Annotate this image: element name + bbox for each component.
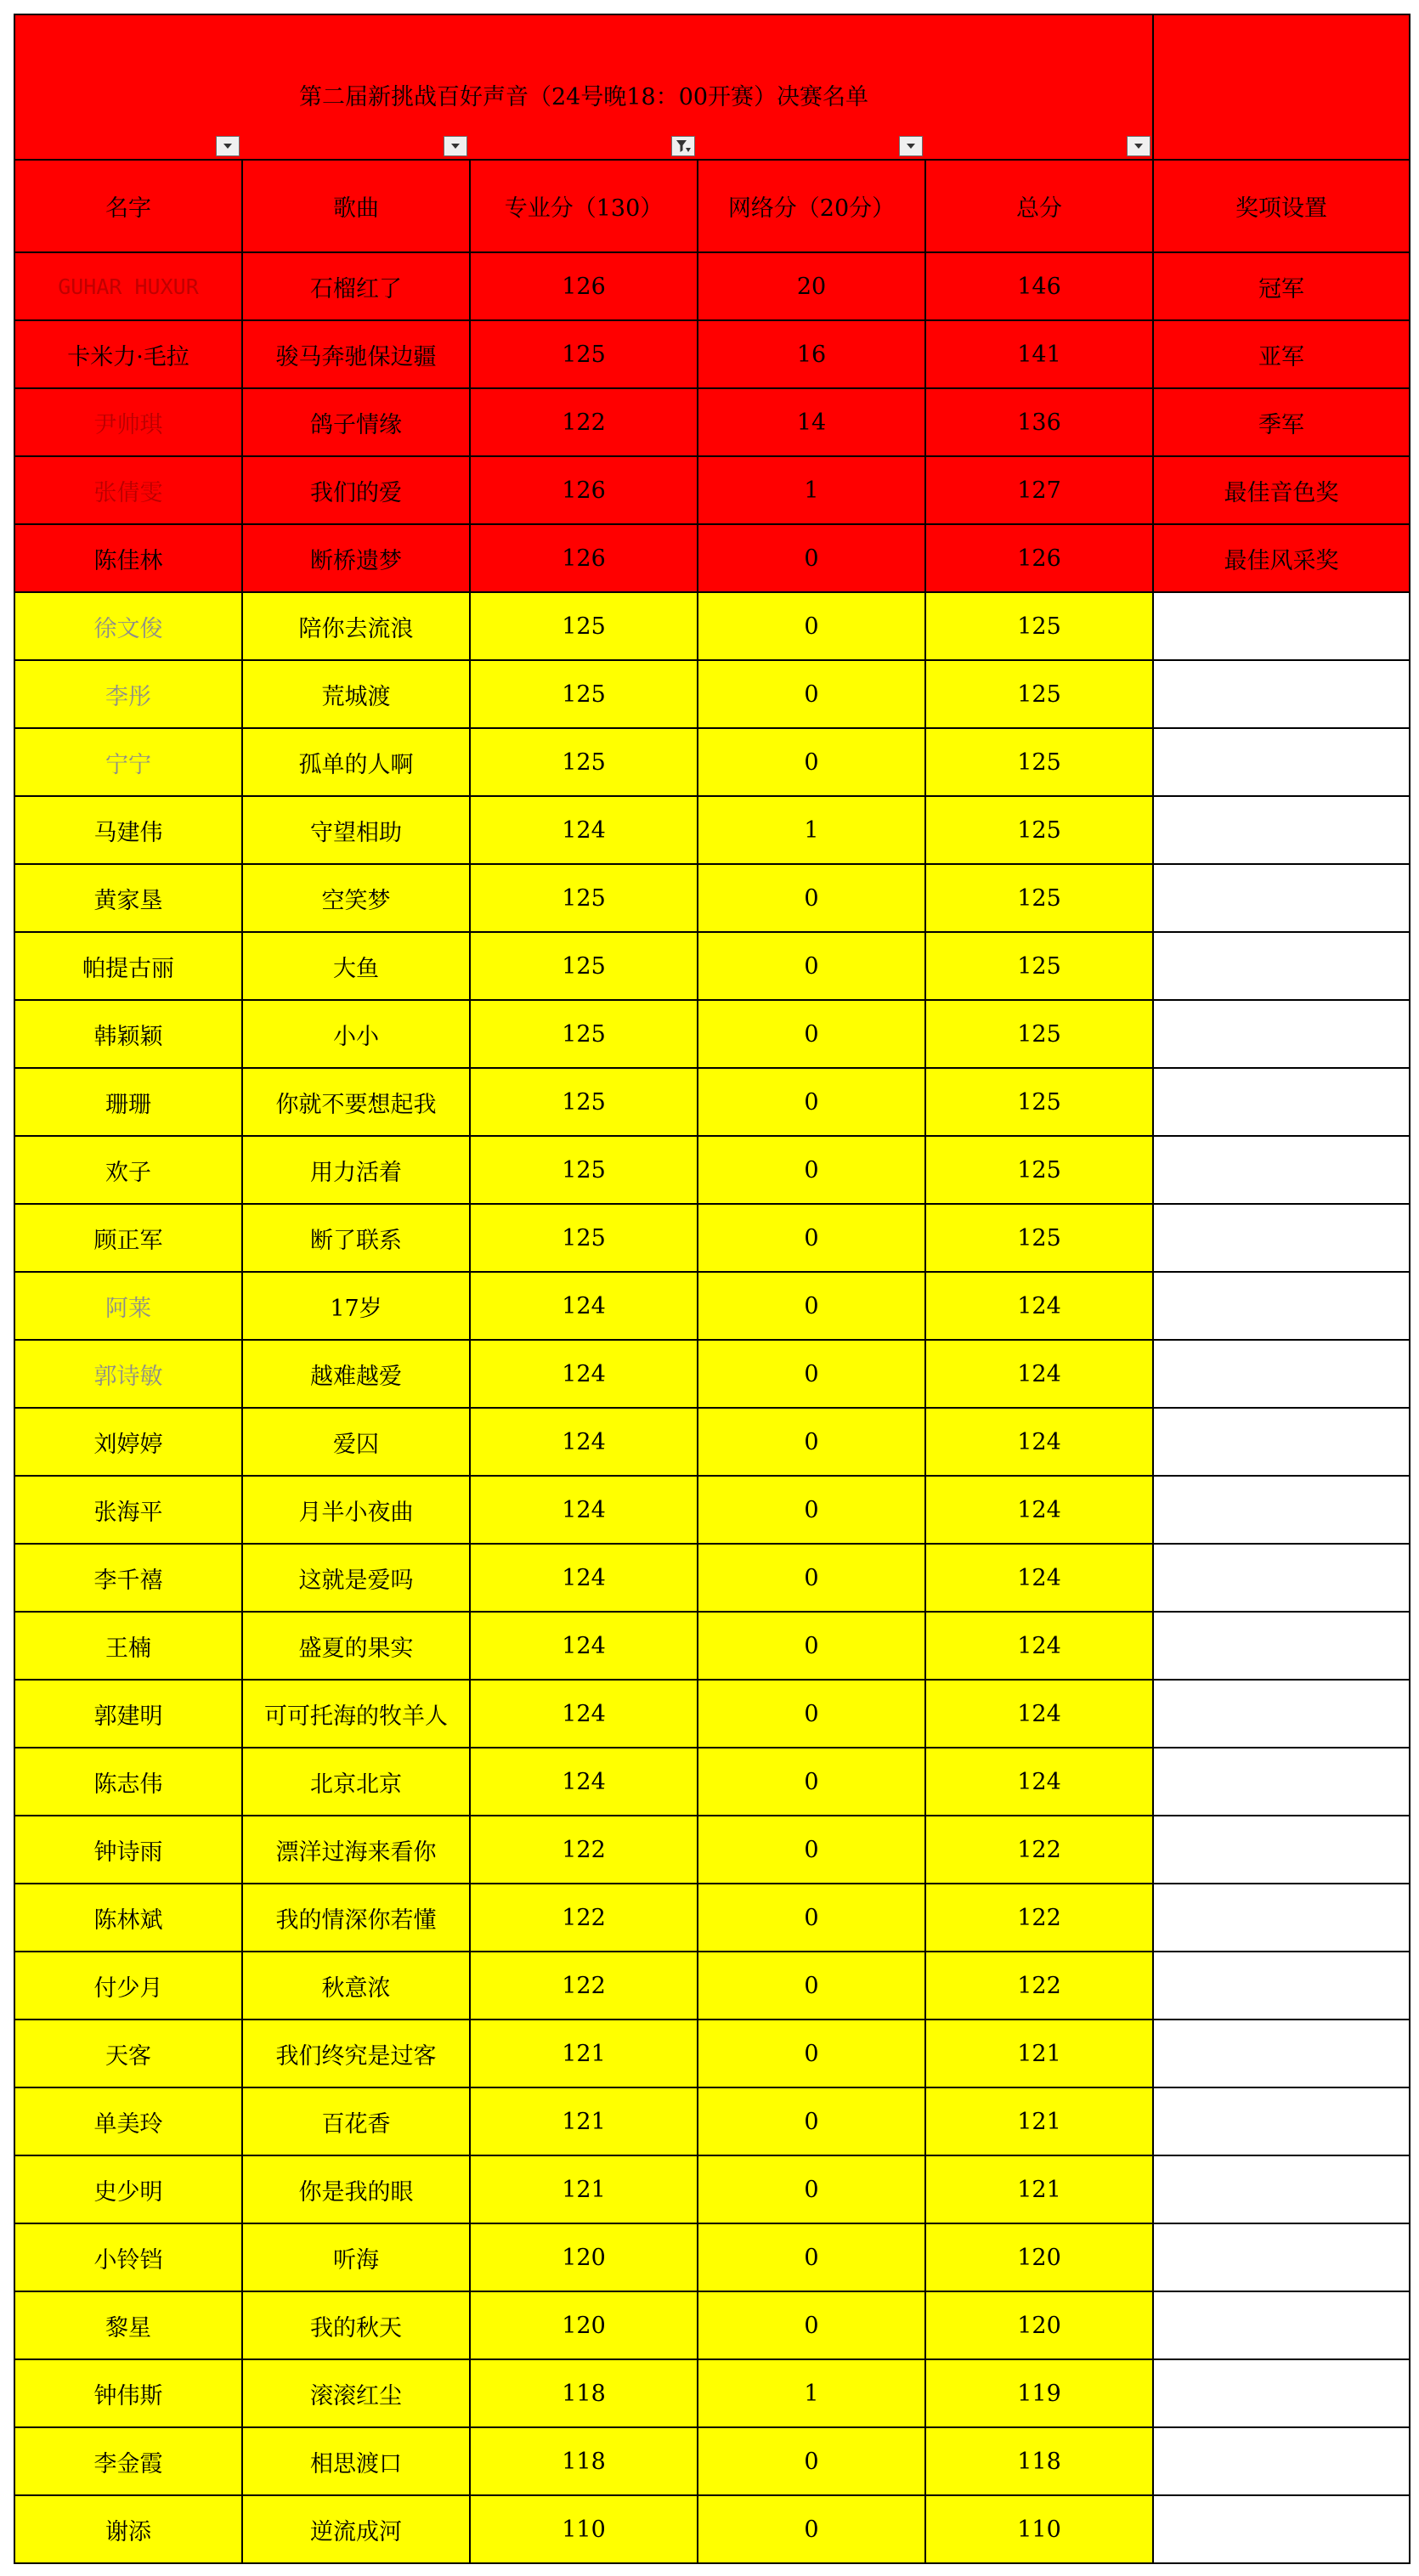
cell-total[interactable]: 146: [925, 252, 1153, 320]
cell-song[interactable]: 我的情深你若懂: [242, 1884, 470, 1952]
dropdown-arrow-icon: [1133, 142, 1145, 150]
cell-song[interactable]: 断桥遗梦: [242, 524, 470, 592]
table-row: [14, 1680, 1410, 1748]
cell-song[interactable]: 荒城渡: [242, 660, 470, 728]
cell-total[interactable]: 136: [925, 388, 1153, 456]
cell-pro-score[interactable]: 125: [470, 1000, 698, 1068]
cell-total[interactable]: 124: [925, 1272, 1153, 1340]
cell-total[interactable]: 124: [925, 1680, 1153, 1748]
table-row: [14, 1136, 1410, 1204]
header-total[interactable]: 总分: [925, 160, 1153, 252]
cell-pro-score[interactable]: 126: [470, 524, 698, 592]
table-row: [14, 1612, 1410, 1680]
cell-song[interactable]: 逆流成河: [242, 2495, 470, 2563]
cell-pro-score[interactable]: 125: [470, 320, 698, 388]
table-row: [14, 2087, 1410, 2155]
cell-net-score[interactable]: 0: [698, 1068, 925, 1136]
cell-net-score[interactable]: 0: [698, 864, 925, 932]
cell-name[interactable]: 张倩雯: [14, 456, 242, 524]
table-row: [14, 660, 1410, 728]
cell-net-score[interactable]: 0: [698, 2087, 925, 2155]
cell-name[interactable]: 钟伟斯: [14, 2359, 242, 2427]
table-row: [14, 1204, 1410, 1272]
cell-net-score[interactable]: 0: [698, 1816, 925, 1884]
cell-name[interactable]: 张海平: [14, 1476, 242, 1544]
cell-award[interactable]: [1153, 1272, 1410, 1340]
cell-name[interactable]: 李彤: [14, 660, 242, 728]
cell-name[interactable]: 黎星: [14, 2291, 242, 2359]
cell-net-score[interactable]: 1: [698, 796, 925, 864]
header-row: [14, 160, 1410, 252]
cell-pro-score[interactable]: 110: [470, 2495, 698, 2563]
cell-name[interactable]: 陈佳林: [14, 524, 242, 592]
cell-total[interactable]: 119: [925, 2359, 1153, 2427]
cell-pro-score[interactable]: 124: [470, 1340, 698, 1408]
cell-song[interactable]: 守望相助: [242, 796, 470, 864]
cell-net-score[interactable]: 0: [698, 1408, 925, 1476]
cell-total[interactable]: 127: [925, 456, 1153, 524]
cell-pro-score[interactable]: 125: [470, 1136, 698, 1204]
table-row: [14, 1952, 1410, 2020]
cell-award[interactable]: [1153, 660, 1410, 728]
table-row: [14, 1408, 1410, 1476]
cell-name[interactable]: 珊珊: [14, 1068, 242, 1136]
cell-net-score[interactable]: 0: [698, 1884, 925, 1952]
cell-song[interactable]: 越难越爱: [242, 1340, 470, 1408]
cell-net-score[interactable]: 0: [698, 2291, 925, 2359]
cell-song[interactable]: 空笑梦: [242, 864, 470, 932]
cell-net-score[interactable]: 0: [698, 1476, 925, 1544]
cell-net-score[interactable]: 16: [698, 320, 925, 388]
cell-name[interactable]: 韩颖颖: [14, 1000, 242, 1068]
cell-award[interactable]: [1153, 2427, 1410, 2495]
cell-award[interactable]: 最佳音色奖: [1153, 456, 1410, 524]
cell-song[interactable]: 孤单的人啊: [242, 728, 470, 796]
table-row: [14, 320, 1410, 388]
cell-pro-score[interactable]: 122: [470, 1952, 698, 2020]
cell-name[interactable]: 钟诗雨: [14, 1816, 242, 1884]
cell-name[interactable]: 王楠: [14, 1612, 242, 1680]
cell-name[interactable]: 陈林斌: [14, 1884, 242, 1952]
cell-song[interactable]: 骏马奔驰保边疆: [242, 320, 470, 388]
cell-pro-score[interactable]: 125: [470, 932, 698, 1000]
cell-award[interactable]: 亚军: [1153, 320, 1410, 388]
cell-name[interactable]: 单美玲: [14, 2087, 242, 2155]
cell-pro-score[interactable]: 125: [470, 864, 698, 932]
cell-award[interactable]: [1153, 2020, 1410, 2087]
cell-pro-score[interactable]: 126: [470, 252, 698, 320]
cell-name[interactable]: 顾正军: [14, 1204, 242, 1272]
cell-net-score[interactable]: 0: [698, 1340, 925, 1408]
cell-pro-score[interactable]: 122: [470, 1816, 698, 1884]
cell-total[interactable]: 125: [925, 660, 1153, 728]
cell-song[interactable]: 可可托海的牧羊人: [242, 1680, 470, 1748]
filter-button-net-score[interactable]: [899, 136, 923, 156]
cell-net-score[interactable]: 0: [698, 1680, 925, 1748]
cell-award[interactable]: [1153, 1680, 1410, 1748]
cell-name[interactable]: 郭诗敏: [14, 1340, 242, 1408]
cell-song[interactable]: 滚滚红尘: [242, 2359, 470, 2427]
cell-net-score[interactable]: 0: [698, 2020, 925, 2087]
cell-name[interactable]: 卡米力·毛拉: [14, 320, 242, 388]
cell-award[interactable]: [1153, 1408, 1410, 1476]
filter-button-pro-score[interactable]: [671, 136, 695, 156]
cell-pro-score[interactable]: 124: [470, 1544, 698, 1612]
table-row: [14, 1340, 1410, 1408]
cell-pro-score[interactable]: 120: [470, 2291, 698, 2359]
cell-total[interactable]: 125: [925, 592, 1153, 660]
cell-pro-score[interactable]: 121: [470, 2020, 698, 2087]
cell-total[interactable]: 121: [925, 2020, 1153, 2087]
cell-song[interactable]: 盛夏的果实: [242, 1612, 470, 1680]
header-song[interactable]: 歌曲: [242, 160, 470, 252]
table-row: [14, 1884, 1410, 1952]
table-row: [14, 1544, 1410, 1612]
cell-net-score[interactable]: 0: [698, 1000, 925, 1068]
cell-total[interactable]: 125: [925, 1204, 1153, 1272]
cell-song[interactable]: 小小: [242, 1000, 470, 1068]
cell-net-score[interactable]: 0: [698, 1136, 925, 1204]
cell-song[interactable]: 月半小夜曲: [242, 1476, 470, 1544]
cell-net-score[interactable]: 1: [698, 2359, 925, 2427]
cell-net-score[interactable]: 14: [698, 388, 925, 456]
cell-total[interactable]: 125: [925, 1000, 1153, 1068]
cell-total[interactable]: 110: [925, 2495, 1153, 2563]
cell-name[interactable]: 谢添: [14, 2495, 242, 2563]
table-row: [14, 592, 1410, 660]
table-row: [14, 2359, 1410, 2427]
cell-pro-score[interactable]: 121: [470, 2087, 698, 2155]
table-row: [14, 1748, 1410, 1816]
cell-total[interactable]: 122: [925, 1816, 1153, 1884]
cell-award[interactable]: [1153, 1884, 1410, 1952]
cell-award[interactable]: [1153, 932, 1410, 1000]
cell-pro-score[interactable]: 122: [470, 388, 698, 456]
table-row: [14, 1476, 1410, 1544]
cell-song[interactable]: 北京北京: [242, 1748, 470, 1816]
cell-award[interactable]: [1153, 864, 1410, 932]
table-row: [14, 2223, 1410, 2291]
cell-song[interactable]: 百花香: [242, 2087, 470, 2155]
cell-award[interactable]: [1153, 2223, 1410, 2291]
cell-net-score[interactable]: 0: [698, 2427, 925, 2495]
header-net-score[interactable]: 网络分（20分）: [698, 160, 925, 252]
cell-song[interactable]: 秋意浓: [242, 1952, 470, 2020]
cell-name[interactable]: 刘婷婷: [14, 1408, 242, 1476]
cell-award[interactable]: [1153, 1136, 1410, 1204]
cell-total[interactable]: 121: [925, 2087, 1153, 2155]
cell-pro-score[interactable]: 122: [470, 1884, 698, 1952]
cell-pro-score[interactable]: 124: [470, 1408, 698, 1476]
cell-total[interactable]: 124: [925, 1612, 1153, 1680]
cell-name[interactable]: 陈志伟: [14, 1748, 242, 1816]
cell-name[interactable]: 李金霞: [14, 2427, 242, 2495]
cell-total[interactable]: 122: [925, 1952, 1153, 2020]
cell-song[interactable]: 我们的爱: [242, 456, 470, 524]
table-row: [14, 1000, 1410, 1068]
cell-song[interactable]: 石榴红了: [242, 252, 470, 320]
cell-name[interactable]: 天客: [14, 2020, 242, 2087]
filter-button-total[interactable]: [1127, 136, 1150, 156]
table-row: [14, 2495, 1410, 2563]
cell-song[interactable]: 我们终究是过客: [242, 2020, 470, 2087]
cell-net-score[interactable]: 1: [698, 456, 925, 524]
table-row: [14, 456, 1410, 524]
table-row: [14, 796, 1410, 864]
cell-net-score[interactable]: 0: [698, 592, 925, 660]
cell-name[interactable]: GUHAR HUXUR: [14, 252, 242, 320]
cell-name[interactable]: 黄家垦: [14, 864, 242, 932]
cell-name[interactable]: 小铃铛: [14, 2223, 242, 2291]
cell-total[interactable]: 124: [925, 1748, 1153, 1816]
cell-net-score[interactable]: 0: [698, 1612, 925, 1680]
cell-award[interactable]: [1153, 1748, 1410, 1816]
cell-award[interactable]: [1153, 2359, 1410, 2427]
cell-net-score[interactable]: 0: [698, 2223, 925, 2291]
cell-net-score[interactable]: 0: [698, 932, 925, 1000]
cell-total[interactable]: 141: [925, 320, 1153, 388]
cell-name[interactable]: 李千禧: [14, 1544, 242, 1612]
cell-total[interactable]: 120: [925, 2223, 1153, 2291]
table-row: [14, 2291, 1410, 2359]
cell-award[interactable]: [1153, 1068, 1410, 1136]
cell-song[interactable]: 断了联系: [242, 1204, 470, 1272]
title-cell: [14, 14, 1153, 160]
header-name[interactable]: 名字: [14, 160, 242, 252]
cell-name[interactable]: 欢子: [14, 1136, 242, 1204]
cell-pro-score[interactable]: 125: [470, 660, 698, 728]
table-row: [14, 252, 1410, 320]
cell-pro-score[interactable]: 124: [470, 1612, 698, 1680]
cell-song[interactable]: 你就不要想起我: [242, 1068, 470, 1136]
cell-pro-score[interactable]: 125: [470, 728, 698, 796]
table-row: [14, 1068, 1410, 1136]
cell-net-score[interactable]: 0: [698, 2155, 925, 2223]
sheet-title: 第二届新挑战百好声音（24号晚18：00开赛）决赛名单: [298, 84, 869, 110]
cell-pro-score[interactable]: 124: [470, 1748, 698, 1816]
cell-total[interactable]: 118: [925, 2427, 1153, 2495]
cell-total[interactable]: 125: [925, 796, 1153, 864]
cell-net-score[interactable]: 0: [698, 1952, 925, 2020]
table-row: [14, 728, 1410, 796]
cell-award[interactable]: [1153, 2495, 1410, 2563]
cell-name[interactable]: 付少月: [14, 1952, 242, 2020]
cell-name[interactable]: 史少明: [14, 2155, 242, 2223]
cell-total[interactable]: 125: [925, 728, 1153, 796]
cell-net-score[interactable]: 20: [698, 252, 925, 320]
cell-net-score[interactable]: 0: [698, 1748, 925, 1816]
cell-total[interactable]: 125: [925, 1136, 1153, 1204]
cell-net-score[interactable]: 0: [698, 1204, 925, 1272]
cell-award[interactable]: [1153, 1340, 1410, 1408]
cell-award[interactable]: [1153, 2291, 1410, 2359]
cell-total[interactable]: 124: [925, 1340, 1153, 1408]
cell-award[interactable]: [1153, 1000, 1410, 1068]
cell-name[interactable]: 宁宁: [14, 728, 242, 796]
cell-award[interactable]: [1153, 2155, 1410, 2223]
cell-net-score[interactable]: 0: [698, 1272, 925, 1340]
header-pro-score[interactable]: 专业分（130）: [470, 160, 698, 252]
cell-award[interactable]: [1153, 1476, 1410, 1544]
cell-pro-score[interactable]: 118: [470, 2359, 698, 2427]
cell-song[interactable]: 用力活着: [242, 1136, 470, 1204]
cell-song[interactable]: 爱囚: [242, 1408, 470, 1476]
cell-total[interactable]: 124: [925, 1544, 1153, 1612]
finalist-sheet: [14, 14, 1409, 2564]
table-row: [14, 2155, 1410, 2223]
cell-award[interactable]: [1153, 2087, 1410, 2155]
cell-award[interactable]: [1153, 1612, 1410, 1680]
finalist-table: [14, 14, 1411, 2564]
cell-name[interactable]: 徐文俊: [14, 592, 242, 660]
cell-pro-score[interactable]: 118: [470, 2427, 698, 2495]
cell-award[interactable]: [1153, 1544, 1410, 1612]
cell-award[interactable]: 冠军: [1153, 252, 1410, 320]
cell-song[interactable]: 听海: [242, 2223, 470, 2291]
table-row: [14, 2427, 1410, 2495]
cell-total[interactable]: 120: [925, 2291, 1153, 2359]
dropdown-arrow-icon: [222, 142, 234, 150]
cell-song[interactable]: 这就是爱吗: [242, 1544, 470, 1612]
cell-song[interactable]: 鸽子情缘: [242, 388, 470, 456]
table-row: [14, 524, 1410, 592]
table-row: [14, 1816, 1410, 1884]
cell-pro-score[interactable]: 124: [470, 1680, 698, 1748]
cell-award[interactable]: [1153, 1204, 1410, 1272]
header-award[interactable]: 奖项设置: [1153, 160, 1410, 252]
table-row: [14, 2020, 1410, 2087]
cell-song[interactable]: 大鱼: [242, 932, 470, 1000]
cell-pro-score[interactable]: 124: [470, 1272, 698, 1340]
cell-total[interactable]: 125: [925, 1068, 1153, 1136]
cell-award[interactable]: [1153, 796, 1410, 864]
cell-pro-score[interactable]: 124: [470, 1476, 698, 1544]
cell-award[interactable]: [1153, 1952, 1410, 2020]
cell-name[interactable]: 尹帅琪: [14, 388, 242, 456]
cell-net-score[interactable]: 0: [698, 728, 925, 796]
cell-name[interactable]: 阿莱: [14, 1272, 242, 1340]
cell-name[interactable]: 马建伟: [14, 796, 242, 864]
cell-song[interactable]: 相思渡口: [242, 2427, 470, 2495]
filter-active-icon: [675, 138, 692, 154]
table-row: [14, 1272, 1410, 1340]
cell-name[interactable]: 郭建明: [14, 1680, 242, 1748]
cell-total[interactable]: 124: [925, 1476, 1153, 1544]
table-row: [14, 864, 1410, 932]
cell-award[interactable]: [1153, 592, 1410, 660]
title-side-cell: [1153, 14, 1410, 160]
cell-song[interactable]: 我的秋天: [242, 2291, 470, 2359]
cell-pro-score[interactable]: 125: [470, 592, 698, 660]
dropdown-arrow-icon: [449, 142, 461, 150]
cell-net-score[interactable]: 0: [698, 660, 925, 728]
cell-award[interactable]: 最佳风采奖: [1153, 524, 1410, 592]
cell-pro-score[interactable]: 121: [470, 2155, 698, 2223]
cell-song[interactable]: 你是我的眼: [242, 2155, 470, 2223]
cell-name[interactable]: 帕提古丽: [14, 932, 242, 1000]
cell-total[interactable]: 125: [925, 864, 1153, 932]
cell-total[interactable]: 122: [925, 1884, 1153, 1952]
cell-total[interactable]: 121: [925, 2155, 1153, 2223]
cell-total[interactable]: 125: [925, 932, 1153, 1000]
cell-total[interactable]: 124: [925, 1408, 1153, 1476]
filter-button-name[interactable]: [216, 136, 240, 156]
dropdown-arrow-icon: [905, 142, 917, 150]
cell-pro-score[interactable]: 125: [470, 1204, 698, 1272]
cell-song[interactable]: 漂洋过海来看你: [242, 1816, 470, 1884]
cell-total[interactable]: 126: [925, 524, 1153, 592]
cell-award[interactable]: [1153, 728, 1410, 796]
cell-pro-score[interactable]: 126: [470, 456, 698, 524]
table-row: [14, 388, 1410, 456]
table-row: [14, 932, 1410, 1000]
cell-song[interactable]: 陪你去流浪: [242, 592, 470, 660]
cell-pro-score[interactable]: 120: [470, 2223, 698, 2291]
cell-pro-score[interactable]: 124: [470, 796, 698, 864]
cell-net-score[interactable]: 0: [698, 524, 925, 592]
cell-net-score[interactable]: 0: [698, 2495, 925, 2563]
cell-pro-score[interactable]: 125: [470, 1068, 698, 1136]
cell-song[interactable]: 17岁: [242, 1272, 470, 1340]
cell-award[interactable]: 季军: [1153, 388, 1410, 456]
filter-button-song[interactable]: [444, 136, 467, 156]
cell-award[interactable]: [1153, 1816, 1410, 1884]
title-row: [14, 14, 1410, 160]
cell-net-score[interactable]: 0: [698, 1544, 925, 1612]
